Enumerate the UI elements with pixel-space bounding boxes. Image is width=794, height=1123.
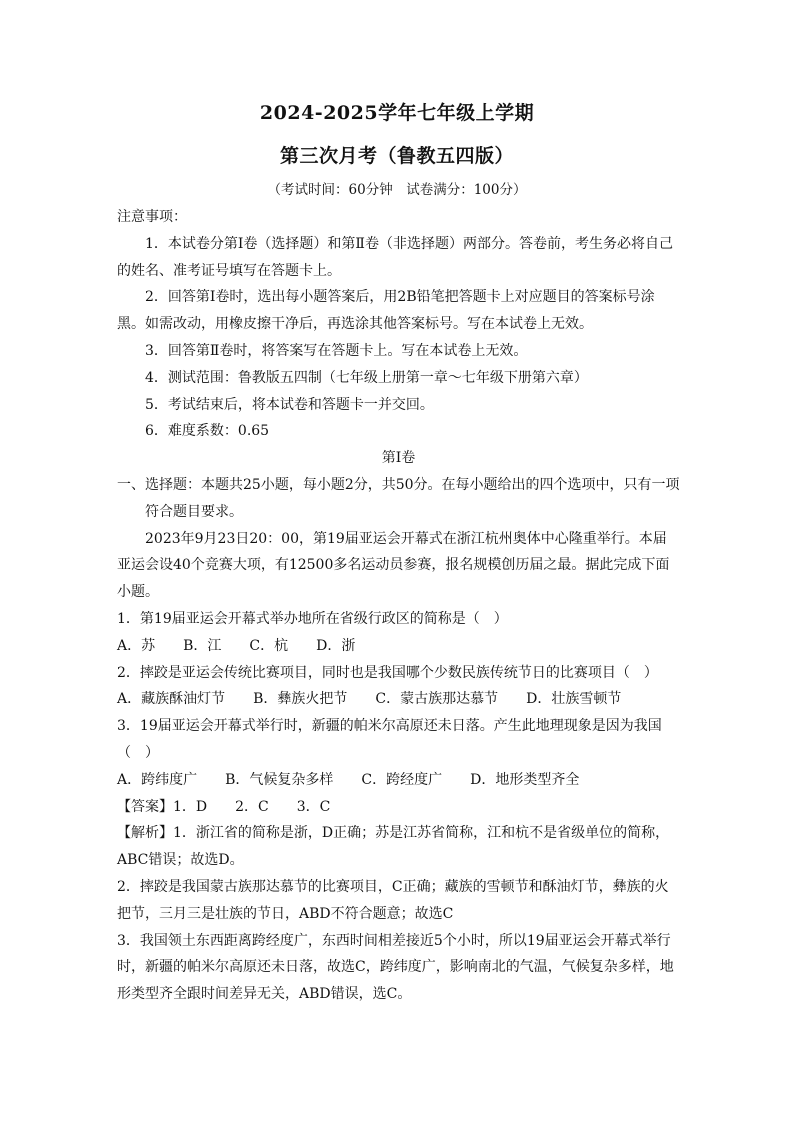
notice-item-2: 2．回答第Ⅰ卷时，选出每小题答案后，用2B铅笔把答题卡上对应题目的答案标号涂黑。如需改动，用橡皮擦干净后，再选涂其他答案标号。写在本试卷上无效。 [117, 289, 655, 333]
question-3-options: A．跨纬度广 B．气候复杂多样 C．跨经度广 D．地形类型齐全 [117, 771, 580, 788]
question-3-stem: 3．19届亚运会开幕式举行时，新疆的帕米尔高原还未日落。产生此地理现象是因为我国（ ） [117, 718, 662, 761]
analysis-item-2: 2．摔跤是我国蒙古族那达慕节的比赛项目，C正确；藏族的雪顿节和酥油灯节，彝族的火把节，三月三是壮族的节日，ABD不符合题意；故选C [117, 878, 669, 922]
notice-item-5: 5．考试结束后，将本试卷和答题卡一并交回。 [145, 396, 434, 413]
exam-info: （考试时间：60分钟 试卷满分：100分） [267, 182, 527, 198]
reading-passage: 2023年9月23日20：00，第19届亚运会开幕式在浙江杭州奥体中心隆重举行。本届亚运会设40个竞赛大项，有12500多名运动员参赛，报名规模创历届之最。据此完成下面小题。 [117, 530, 670, 601]
analysis-item-1-line [117, 820, 680, 874]
analysis-item-1: 1．浙江省的简称是浙，D正确；苏是江苏省简称，江和杭不是省级单位的简称，ABC错误；故选D。 [117, 825, 670, 869]
exam-title-year: 2024-2025学年七年级上学期 [259, 102, 535, 124]
notice-item-1: 1．本试卷分第Ⅰ卷（选择题）和第Ⅱ卷（非选择题）两部分。答卷前，考生务必将自己的姓名、准考证号填写在答题卡上。 [117, 235, 673, 279]
notice-item-4: 4．测试范围：鲁教版五四制（七年级上册第一章～七年级下册第六章） [145, 369, 588, 386]
answer-text: 1．D 2．C 3．C [173, 798, 331, 815]
question-1-stem: 1．第19届亚运会开幕式举办地所在省级行政区的简称是（ ） [117, 610, 508, 627]
question-1-options: A．苏 B．江 C．杭 D．浙 [117, 637, 356, 654]
notice-item-6: 6．难度系数：0.65 [145, 423, 270, 440]
question-2-stem: 2．摔跤是亚运会传统比赛项目，同时也是我国哪个少数民族传统节日的比赛项目（ ） [117, 664, 658, 681]
answer-line [117, 794, 680, 821]
exam-body [117, 204, 680, 1008]
exam-title-name: 第三次月考（鲁教五四版） [279, 145, 514, 167]
question-2-options: A．藏族酥油灯节 B．彝族火把节 C．蒙古族那达慕节 D．壮族雪顿节 [117, 691, 622, 708]
answer-label: 【答案】 [117, 798, 173, 815]
analysis-item-3: 3．我国领土东西距离跨经度广，东西时间相差接近5个小时，所以19届亚运会开幕式举行时，新疆的帕米尔高原还未日落，故选C，跨纬度广，影响南北的气温，气候复杂多样，地形类型齐全跟时间差异无关，ABD错误，选C。 [117, 932, 674, 1003]
section-title: 第Ⅰ卷 [381, 450, 416, 467]
section-instruction: 一、选择题：本题共25小题，每小题2分，共50分。在每小题给出的四个选项中，只有一项符合题目要求。 [117, 476, 680, 520]
notice-item-3: 3．回答第Ⅱ卷时，将答案写在答题卡上。写在本试卷上无效。 [145, 342, 528, 359]
notice-heading: 注意事项： [117, 209, 187, 225]
analysis-label: 【解析】 [117, 825, 173, 842]
